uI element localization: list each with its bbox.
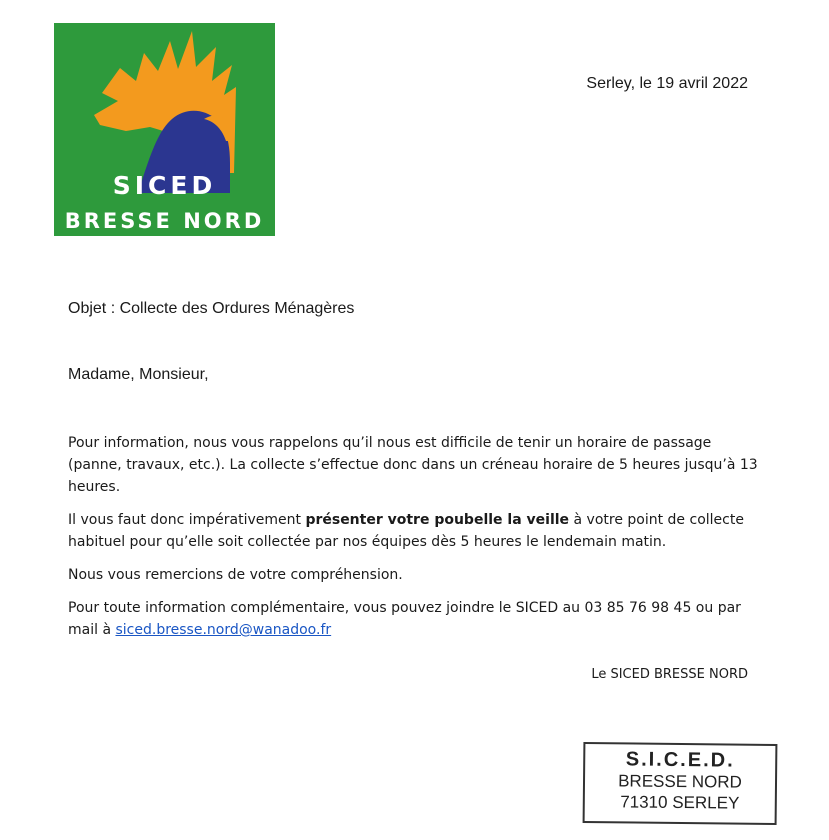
letter-salutation: Madame, Monsieur, — [68, 366, 209, 383]
stamp-line-siced: S.I.C.E.D. — [625, 748, 735, 772]
rooster-emblem — [54, 23, 275, 236]
stamp-line-address: 71310 SERLEY — [620, 792, 740, 813]
siced-logo — [54, 23, 275, 236]
letter-date: Serley, le 19 avril 2022 — [586, 75, 748, 92]
letter-subject: Objet : Collecte des Ordures Ménagères — [68, 300, 355, 317]
contact-text: Pour toute information complémentaire, vous pouvez joindre le SICED au 03 85 76 98 45 ou par mail à — [68, 600, 741, 638]
logo-text-siced: SICED — [112, 171, 217, 200]
logo-text-bresse-nord: BRESSE NORD — [64, 209, 265, 233]
instruction-text-end: à votre point de collecte habituel pour qu’elle soit collectée par nos équipes dès 5 heures le lendemain matin. — [68, 512, 744, 550]
letter-signature: Le SICED BRESSE NORD — [591, 667, 748, 682]
paragraph-instruction — [68, 509, 758, 553]
official-stamp — [583, 742, 778, 825]
letter-body — [68, 432, 758, 652]
paragraph-information: Pour information, nous vous rappelons qu’il nous est difficile de tenir un horaire de passage (panne, travaux, etc.). La collecte s’effectue donc dans un créneau horaire de 5 heures jusqu’à 13 heures. — [68, 435, 758, 495]
instruction-text-start: Il vous faut donc impérativement — [68, 512, 306, 528]
stamp-line-bresse-nord: BRESSE NORD — [618, 771, 742, 792]
instruction-emphasis: présenter votre poubelle la veille — [305, 512, 570, 528]
paragraph-contact — [68, 597, 758, 641]
paragraph-thanks: Nous vous remercions de votre compréhension. — [68, 567, 403, 583]
email-link[interactable]: siced.bresse.nord@wanadoo.fr — [115, 622, 332, 638]
